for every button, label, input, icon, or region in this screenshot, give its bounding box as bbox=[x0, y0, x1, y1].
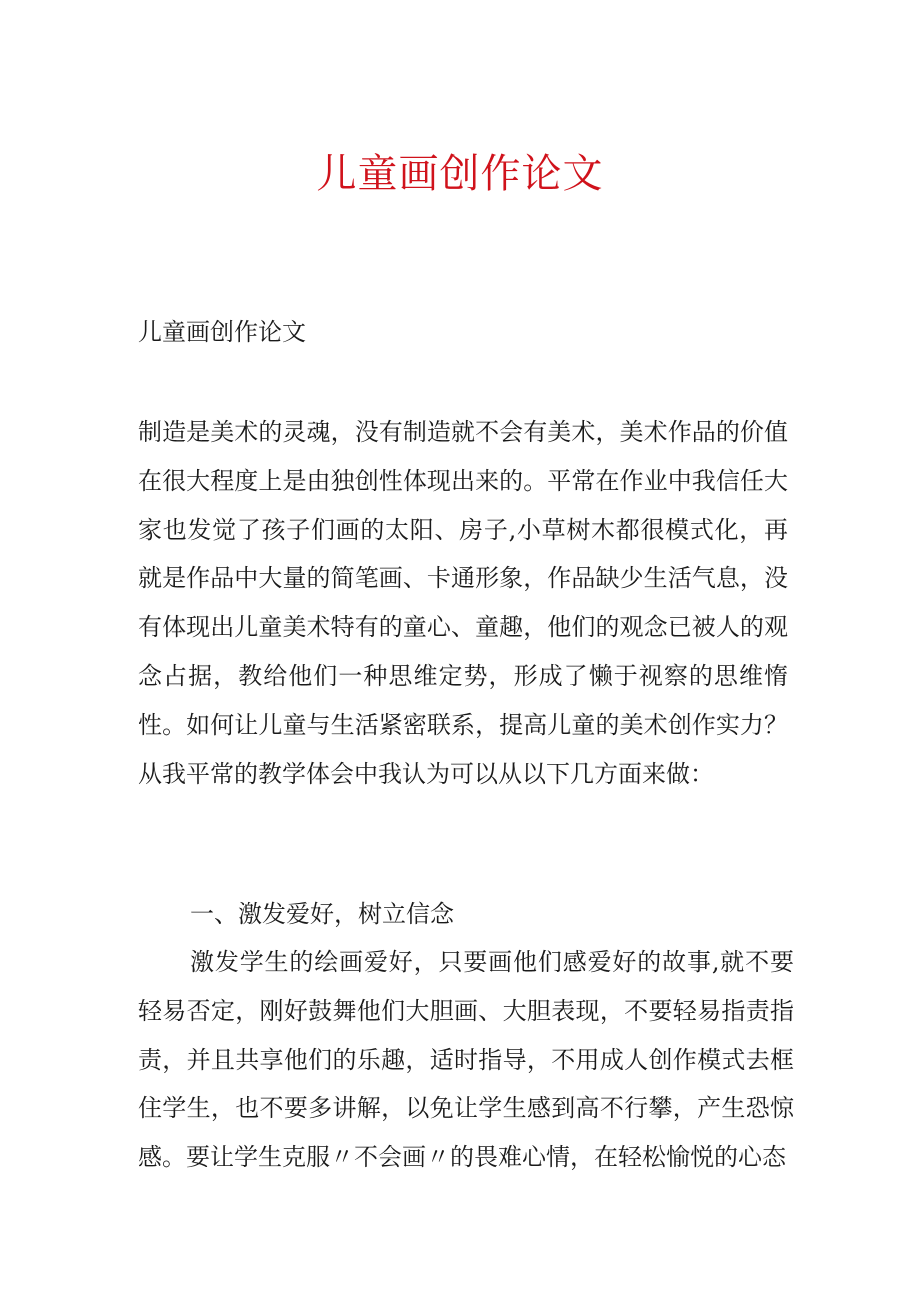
section-1-heading: 一、激发爱好，树立信念 bbox=[190, 900, 454, 928]
document-subtitle: 儿童画创作论文 bbox=[138, 318, 306, 346]
document-title: 儿童画创作论文 bbox=[316, 151, 604, 197]
intro-paragraph: 制造是美术的灵魂，没有制造就不会有美术，美术作品的价值在很大程度上是由独创性体现出来的。平常在作业中我信任大家也发觉了孩子们画的太阳、房子,小草树木都很模式化，再就是作品中大量的简笔画、卡通形象，作品缺少生活气息，没有体现出儿童美术特有的童心、童趣，他们的观念已被人的观念占据，教给他们一种思维定势，形成了懒于视察的思维惰性。如何让儿童与生活紧密联系，提高儿童的美术创作实力？从我平常的教学体会中我认为可以从以下几方面来做： bbox=[138, 418, 788, 788]
section-1-paragraph: 激发学生的绘画爱好，只要画他们感爱好的故事,就不要轻易否定，刚好鼓舞他们大胆画、大胆表现，不要轻易指责指责，并且共享他们的乐趣，适时指导，不用成人创作模式去框住学生，也不要多讲解，以免让学生感到高不行攀，产生恐惊感。要让学生克服〃不会画〃的畏难心情，在轻松愉悦的心态 bbox=[138, 948, 794, 1172]
